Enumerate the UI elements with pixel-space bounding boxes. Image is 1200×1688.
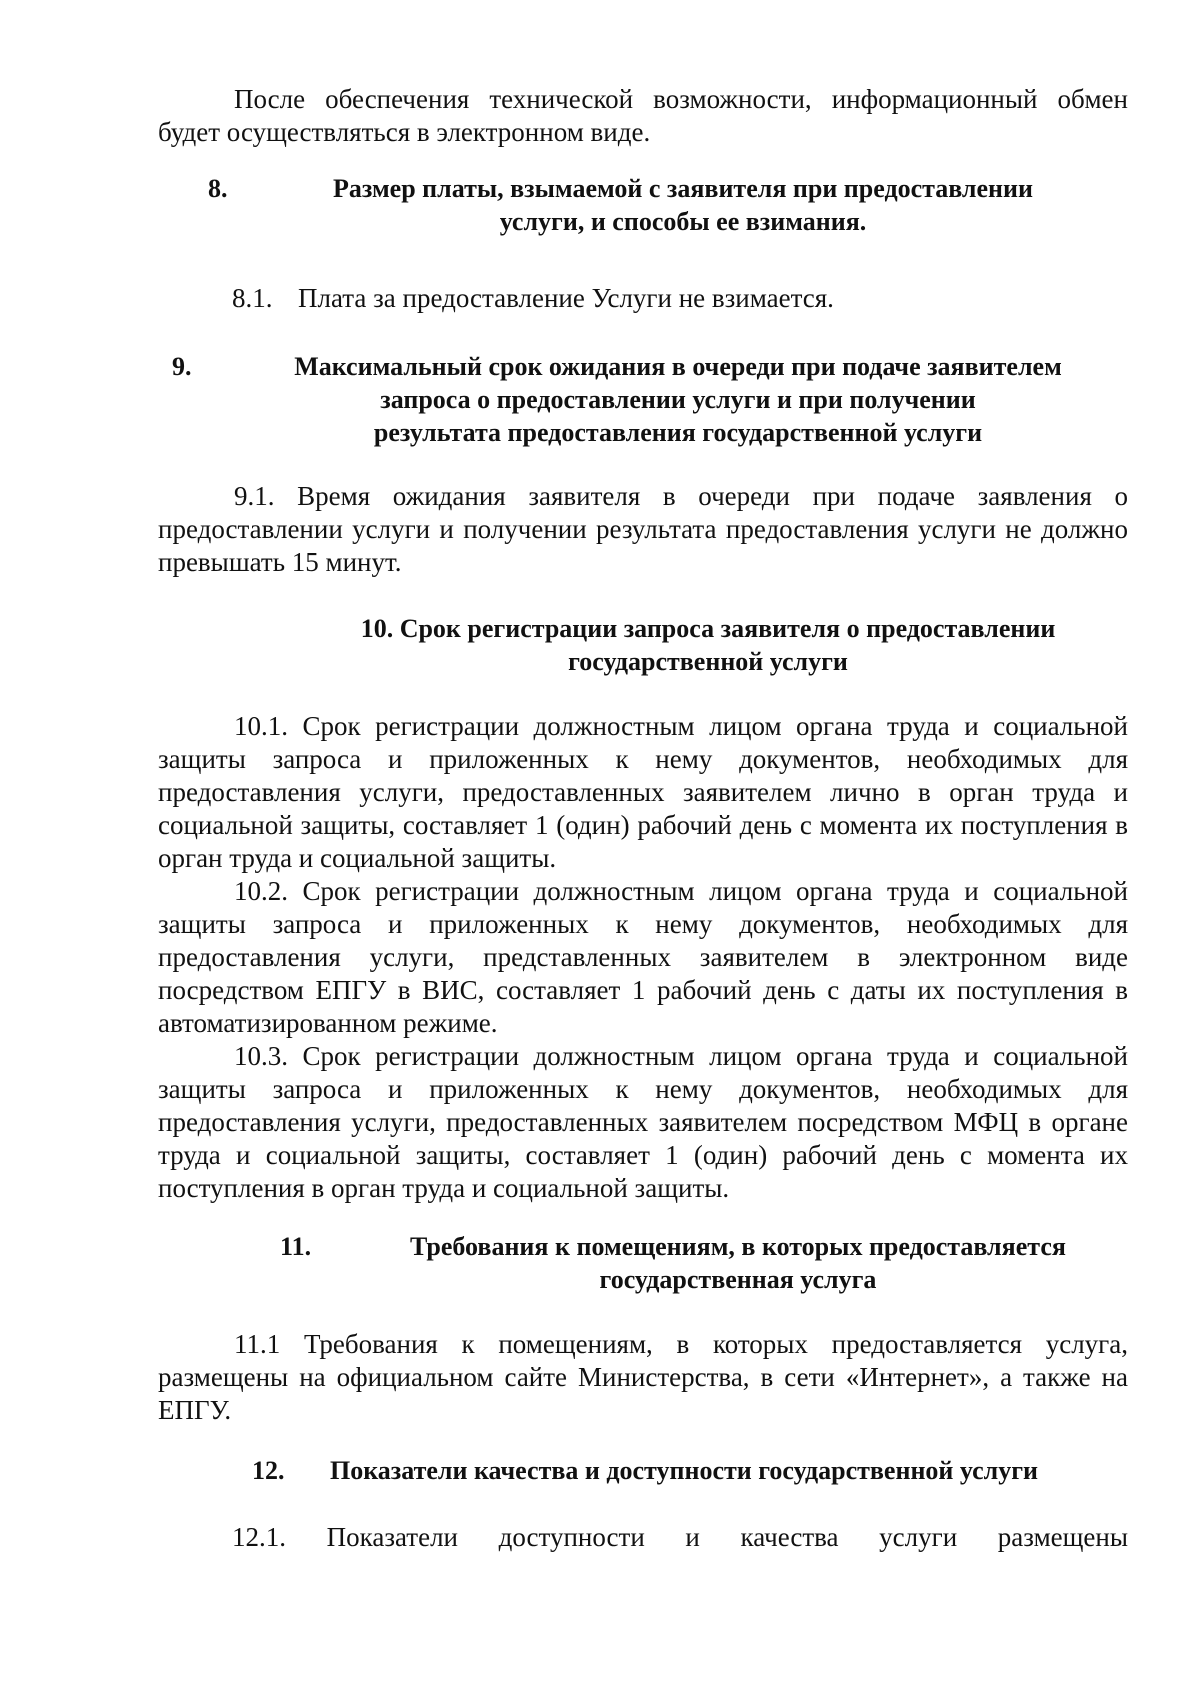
paragraph-number: 8.1.: [232, 283, 273, 313]
section-12-paragraph-1: [232, 1521, 1128, 1554]
section-9-number: 9.: [172, 352, 192, 381]
section-8-title-line-2: услуги, и способы ее взимания.: [499, 207, 867, 236]
paragraph-word: услуги: [879, 1522, 958, 1552]
section-10-paragraph-1: 10.1. Срок регистрации должностным лицом органа труда и социальной защиты запроса и приложенных к нему документов, необходимых для предоставления услуги, предоставленных заявителем лично в орган труда и социальной защиты, составляет 1 (один) рабочий день с момента их поступления в орган труда и социальной защиты.: [158, 711, 1128, 873]
paragraph-word: размещены: [997, 1522, 1128, 1552]
section-9-heading: [158, 350, 1128, 449]
section-9-title-line-1: Максимальный срок ожидания в очереди при подаче заявителем: [294, 352, 1062, 381]
paragraph-word: доступности: [498, 1522, 645, 1552]
paragraph-word: 12.1.: [232, 1522, 286, 1552]
paragraph-word: качества: [740, 1522, 839, 1552]
section-12-number: 12.: [252, 1456, 285, 1485]
section-8-title-line-1: Размер платы, взымаемой с заявителя при предоставлении: [333, 174, 1033, 203]
paragraph-word: и: [685, 1522, 700, 1552]
section-9-title-line-3: результата предоставления государственной услуги: [373, 418, 983, 447]
section-11-number: 11.: [280, 1232, 312, 1261]
section-11-heading: [158, 1230, 1128, 1296]
intro-paragraph: После обеспечения технической возможности, информационный обмен будет осуществляться в электронном виде.: [158, 84, 1128, 147]
section-9-paragraph-1: 9.1. Время ожидания заявителя в очереди при подаче заявления о предоставлении услуги и получении результата предоставления услуги не должно превышать 15 минут.: [158, 481, 1128, 577]
section-8-heading: [158, 172, 1128, 238]
section-10-heading: [158, 612, 1128, 678]
section-11-title-line-2: государственная услуга: [599, 1265, 877, 1294]
section-11-title-line-1: Требования к помещениям, в которых предоставляется: [410, 1232, 1066, 1261]
section-10-paragraph-2: 10.2. Срок регистрации должностным лицом органа труда и социальной защиты запроса и приложенных к нему документов, необходимых для предоставления услуги, представленных заявителем в электронном виде посредством ЕПГУ в ВИС, составляет 1 рабочий день с даты их поступления в автоматизированном режиме.: [158, 876, 1128, 1038]
section-12-title: Показатели качества и доступности государственной услуги: [330, 1456, 1039, 1485]
section-11-paragraph-1: 11.1 Требования к помещениям, в которых предоставляется услуга, размещены на официальном сайте Министерства, в сети «Интернет», а также на ЕПГУ.: [158, 1329, 1128, 1425]
section-9-title-line-2: запроса о предоставлении услуги и при получении: [380, 385, 976, 414]
section-10-title-line-2: государственной услуги: [568, 647, 848, 676]
section-8-number: 8.: [208, 174, 228, 203]
section-10-title-line-1: 10. Срок регистрации запроса заявителя о предоставлении: [360, 614, 1056, 643]
paragraph-word: Показатели: [326, 1522, 458, 1552]
paragraph-text: Плата за предоставление Услуги не взимается.: [298, 283, 834, 313]
section-10-paragraph-3: 10.3. Срок регистрации должностным лицом органа труда и социальной защиты запроса и приложенных к нему документов, необходимых для предоставления услуги, предоставленных заявителем посредством МФЦ в органе труда и социальной защиты, составляет 1 (один) рабочий день с момента их поступления в орган труда и социальной защиты.: [158, 1041, 1128, 1203]
